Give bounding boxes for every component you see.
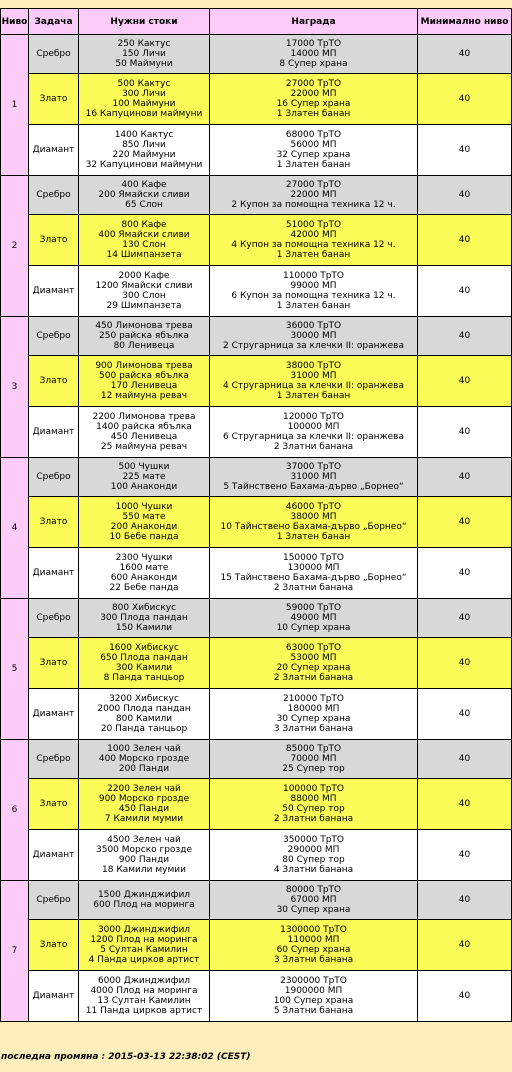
reward-line: 38000 ТрТО [285, 361, 342, 371]
goods-line: 400 Кафе [121, 180, 167, 190]
reward-line: 85000 ТрТО [285, 744, 342, 754]
reward-line: 59000 ТрТО [285, 603, 342, 613]
min-level-cell: 40 [418, 497, 512, 548]
min-level-cell: 40 [418, 215, 512, 266]
level-cell: 1 [1, 35, 29, 176]
reward-line: 56000 МП [290, 140, 337, 150]
goods-line: 450 Панди [118, 804, 170, 814]
goods-line: 300 Камили [115, 663, 173, 673]
reward-line: 1 Златен банан [276, 532, 351, 542]
reward-line: 27000 ТрТО [285, 79, 342, 89]
task-cell: Злато [29, 215, 79, 266]
goods-line: 7 Камили мумии [104, 814, 184, 824]
goods-line: 80 Ленивеца [113, 341, 175, 351]
reward-line: 46000 ТрТО [285, 502, 342, 512]
goods-line: 1500 Джинджифил [97, 890, 191, 900]
reward-cell [210, 830, 418, 881]
reward-cell [210, 638, 418, 689]
level-cell: 5 [1, 599, 29, 740]
goods-line: 18 Камили мумии [102, 865, 186, 875]
goods-line: 1400 Кактус [114, 130, 174, 140]
task-cell: Злато [29, 779, 79, 830]
goods-line: 3500 Морско грозде [96, 845, 192, 855]
goods-line: 300 Плода пандан [100, 613, 188, 623]
goods-line: 8 Панда танцьор [103, 673, 185, 683]
reward-line: 16 Супер храна [276, 99, 351, 109]
reward-cell [210, 35, 418, 74]
goods-line: 800 Кафе [121, 220, 167, 230]
task-cell: Сребро [29, 599, 79, 638]
min-level-cell: 40 [418, 458, 512, 497]
table-row [1, 35, 512, 74]
goods-line: 300 Личи [122, 89, 166, 99]
reward-line: 3 Златни банана [273, 955, 354, 965]
goods-line: 650 Плода пандан [100, 653, 188, 663]
reward-line: 130000 МП [287, 563, 340, 573]
table-row [1, 689, 512, 740]
reward-line: 2 Купон за помощна техника 12 ч. [231, 200, 396, 210]
goods-cell [79, 176, 210, 215]
goods-line: 550 мате [122, 512, 166, 522]
table-row [1, 458, 512, 497]
table-row [1, 740, 512, 779]
goods-cell [79, 407, 210, 458]
reward-line: 110000 ТрТО [282, 271, 344, 281]
goods-line: 200 Панди [118, 764, 170, 774]
goods-line: 2000 Плода пандан [97, 704, 191, 714]
goods-line: 65 Слон [125, 200, 163, 210]
table-row [1, 74, 512, 125]
reward-line: 6 Купон за помощна техника 12 ч. [231, 291, 396, 301]
level-cell: 7 [1, 881, 29, 1022]
table-row [1, 176, 512, 215]
table-row [1, 317, 512, 356]
reward-line: 5 Тайнствено Бахама-дърво „Борнео“ [223, 482, 404, 492]
goods-line: 450 Лимонова трева [95, 321, 193, 331]
goods-line: 600 Анаконди [110, 573, 178, 583]
reward-line: 1300000 ТрТО [280, 925, 347, 935]
table-row [1, 215, 512, 266]
reward-line: 27000 ТрТО [285, 180, 342, 190]
goods-cell [79, 356, 210, 407]
reward-line: 14000 МП [290, 49, 337, 59]
reward-line: 88000 МП [290, 794, 337, 804]
goods-line: 3200 Хибискус [109, 694, 179, 704]
reward-line: 70000 МП [290, 754, 337, 764]
goods-cell [79, 920, 210, 971]
level-cell: 3 [1, 317, 29, 458]
table-row [1, 920, 512, 971]
reward-line: 51000 ТрТО [285, 220, 342, 230]
goods-cell [79, 689, 210, 740]
reward-line: 17000 ТрТО [285, 39, 342, 49]
task-cell: Злато [29, 638, 79, 689]
goods-line: 10 Бебе панда [109, 532, 179, 542]
reward-line: 63000 ТрТО [285, 643, 342, 653]
goods-line: 200 Ямайски сливи [98, 190, 190, 200]
goods-line: 220 Маймуни [112, 150, 176, 160]
header-min-level: Минимално ниво [418, 9, 512, 35]
goods-line: 12 маймуна ревач [100, 391, 188, 401]
reward-line: 42000 МП [290, 230, 337, 240]
goods-line: 1600 Хибискус [109, 643, 179, 653]
min-level-cell: 40 [418, 176, 512, 215]
goods-cell [79, 215, 210, 266]
reward-line: 2 Златни банана [273, 814, 354, 824]
reward-line: 30 Супер храна [276, 714, 351, 724]
reward-line: 20 Супер храна [276, 663, 351, 673]
reward-cell [210, 458, 418, 497]
reward-line: 4 Златни банана [273, 865, 354, 875]
reward-line: 350000 ТрТО [282, 835, 344, 845]
reward-line: 120000 ТрТО [282, 412, 344, 422]
reward-line: 100000 МП [287, 422, 340, 432]
reward-line: 32 Супер храна [276, 150, 351, 160]
goods-line: 1400 райска ябълка [96, 422, 192, 432]
goods-cell [79, 779, 210, 830]
reward-cell [210, 881, 418, 920]
task-cell: Диамант [29, 689, 79, 740]
task-cell: Сребро [29, 35, 79, 74]
reward-line: 30000 МП [290, 331, 337, 341]
reward-line: 1 Златен банан [276, 109, 351, 119]
goods-line: 250 Кактус [117, 39, 171, 49]
header-level: Ниво [1, 9, 29, 35]
reward-line: 4 Купон за помощна техника 12 ч. [231, 240, 396, 250]
goods-line: 4000 Плод на моринга [90, 986, 198, 996]
level-cell: 6 [1, 740, 29, 881]
header-task: Задача [29, 9, 79, 35]
goods-line: 450 Ленивеца [110, 432, 178, 442]
reward-line: 1 Златен банан [276, 391, 351, 401]
goods-line: 1200 Ямайски сливи [95, 281, 193, 291]
goods-line: 32 Капуцинови маймуни [85, 160, 203, 170]
goods-line: 29 Шимпанзета [106, 301, 182, 311]
reward-line: 180000 МП [287, 704, 340, 714]
reward-line: 50 Супер тор [282, 804, 345, 814]
goods-line: 850 Личи [122, 140, 166, 150]
goods-line: 500 Чушки [118, 462, 170, 472]
reward-line: 2 Златни банана [273, 442, 354, 452]
min-level-cell: 40 [418, 881, 512, 920]
reward-cell [210, 689, 418, 740]
min-level-cell: 40 [418, 35, 512, 74]
table-row [1, 881, 512, 920]
reward-cell [210, 176, 418, 215]
table-row [1, 599, 512, 638]
reward-line: 60 Супер храна [276, 945, 351, 955]
goods-line: 50 Маймуни [115, 59, 173, 69]
table-row [1, 266, 512, 317]
reward-cell [210, 779, 418, 830]
reward-line: 150000 ТрТО [282, 553, 344, 563]
goods-line: 1200 Плод на моринга [90, 935, 198, 945]
min-level-cell: 40 [418, 971, 512, 1022]
table-row [1, 497, 512, 548]
goods-line: 400 Ямайски сливи [98, 230, 190, 240]
goods-line: 800 Камили [115, 714, 173, 724]
reward-line: 22000 МП [290, 190, 337, 200]
reward-line: 100000 ТрТО [282, 784, 344, 794]
task-cell: Злато [29, 356, 79, 407]
reward-line: 31000 МП [290, 472, 337, 482]
goods-cell [79, 317, 210, 356]
goods-line: 300 Слон [122, 291, 166, 301]
min-level-cell: 40 [418, 125, 512, 176]
goods-cell [79, 881, 210, 920]
min-level-cell: 40 [418, 266, 512, 317]
reward-cell [210, 125, 418, 176]
goods-line: 500 райска ябълка [99, 371, 189, 381]
goods-line: 2000 Кафе [118, 271, 170, 281]
reward-line: 290000 МП [287, 845, 340, 855]
reward-line: 53000 МП [290, 653, 337, 663]
goods-line: 4500 Зелен чай [107, 835, 181, 845]
reward-cell [210, 920, 418, 971]
goods-line: 2200 Лимонова трева [92, 412, 196, 422]
reward-line: 10 Супер храна [276, 623, 351, 633]
table-row [1, 830, 512, 881]
goods-line: 900 Лимонова трева [95, 361, 193, 371]
goods-cell [79, 971, 210, 1022]
table-row [1, 356, 512, 407]
table-row [1, 125, 512, 176]
task-cell: Сребро [29, 317, 79, 356]
reward-cell [210, 407, 418, 458]
reward-cell [210, 74, 418, 125]
reward-line: 37000 ТрТО [285, 462, 342, 472]
goods-line: 500 Кактус [117, 79, 171, 89]
goods-cell [79, 125, 210, 176]
goods-cell [79, 497, 210, 548]
goods-line: 3000 Джинджифил [97, 925, 191, 935]
goods-line: 6000 Джинджифил [97, 976, 191, 986]
reward-line: 38000 МП [290, 512, 337, 522]
min-level-cell: 40 [418, 356, 512, 407]
level-cell: 4 [1, 458, 29, 599]
reward-line: 4 Стругарница за клечки II: оранжева [223, 381, 404, 391]
min-level-cell: 40 [418, 830, 512, 881]
reward-cell [210, 740, 418, 779]
goods-line: 1000 Зелен чай [107, 744, 181, 754]
goods-line: 1600 мате [119, 563, 169, 573]
task-cell: Диамант [29, 548, 79, 599]
goods-line: 13 Султан Камилин [97, 996, 191, 1006]
reward-cell [210, 599, 418, 638]
reward-line: 210000 ТрТО [282, 694, 344, 704]
goods-cell [79, 548, 210, 599]
task-cell: Диамант [29, 407, 79, 458]
goods-line: 1000 Чушки [115, 502, 173, 512]
goods-line: 25 маймуна ревач [100, 442, 188, 452]
reward-line: 3 Златни банана [273, 724, 354, 734]
reward-line: 5 Златни банана [273, 1006, 354, 1016]
reward-line: 2300000 ТрТО [280, 976, 347, 986]
goods-line: 225 мате [122, 472, 166, 482]
goods-cell [79, 35, 210, 74]
reward-cell [210, 971, 418, 1022]
task-cell: Сребро [29, 881, 79, 920]
goods-line: 200 Анаконди [110, 522, 178, 532]
goods-line: 20 Панда танцьор [100, 724, 188, 734]
reward-line: 68000 ТрТО [285, 130, 342, 140]
table-row [1, 407, 512, 458]
reward-line: 31000 МП [290, 371, 337, 381]
task-cell: Злато [29, 74, 79, 125]
table-row [1, 548, 512, 599]
goods-cell [79, 830, 210, 881]
task-cell: Сребро [29, 176, 79, 215]
reward-line: 80 Супер тор [282, 855, 345, 865]
reward-line: 8 Супер храна [279, 59, 348, 69]
goods-line: 14 Шимпанзета [106, 250, 182, 260]
reward-cell [210, 356, 418, 407]
reward-cell [210, 497, 418, 548]
goods-line: 2300 Чушки [115, 553, 173, 563]
table-row [1, 779, 512, 830]
header-reward: Награда [210, 9, 418, 35]
goods-line: 250 райска ябълка [99, 331, 189, 341]
goods-line: 130 Слон [122, 240, 166, 250]
reward-line: 22000 МП [290, 89, 337, 99]
min-level-cell: 40 [418, 740, 512, 779]
reward-line: 36000 ТрТО [285, 321, 342, 331]
task-cell: Злато [29, 497, 79, 548]
last-modified-text: последна промяна : 2015-03-13 22:38:02 (CEST) [1, 1052, 251, 1062]
task-cell: Диамант [29, 266, 79, 317]
reward-line: 2 Стругарница за клечки II: оранжева [223, 341, 404, 351]
reward-line: 1 Златен банан [276, 250, 351, 260]
reward-line: 1900000 МП [284, 986, 343, 996]
table-row [1, 638, 512, 689]
goods-line: 400 Морско грозде [98, 754, 190, 764]
min-level-cell: 40 [418, 779, 512, 830]
goods-cell [79, 74, 210, 125]
min-level-cell: 40 [418, 920, 512, 971]
goods-line: 800 Хибискус [111, 603, 177, 613]
reward-line: 110000 МП [287, 935, 340, 945]
reward-line: 30 Супер храна [276, 905, 351, 915]
min-level-cell: 40 [418, 74, 512, 125]
reward-line: 15 Тайнствено Бахама-дърво „Борнео“ [220, 573, 407, 583]
reward-cell [210, 317, 418, 356]
task-cell: Диамант [29, 125, 79, 176]
rewards-table [0, 8, 512, 1022]
reward-line: 2 Златни банана [273, 673, 354, 683]
goods-line: 600 Плод на моринга [93, 900, 195, 910]
reward-line: 80000 ТрТО [285, 885, 342, 895]
task-cell: Сребро [29, 740, 79, 779]
goods-line: 170 Ленивеца [110, 381, 178, 391]
table-body [1, 35, 512, 1022]
reward-line: 100 Супер храна [273, 996, 354, 1006]
goods-cell [79, 740, 210, 779]
goods-cell [79, 638, 210, 689]
goods-line: 900 Морско грозде [98, 794, 190, 804]
min-level-cell: 40 [418, 407, 512, 458]
task-cell: Сребро [29, 458, 79, 497]
goods-line: 900 Панди [118, 855, 170, 865]
reward-line: 99000 МП [290, 281, 337, 291]
reward-line: 6 Стругарница за клечки II: оранжева [223, 432, 404, 442]
goods-cell [79, 266, 210, 317]
min-level-cell: 40 [418, 548, 512, 599]
reward-line: 1 Златен банан [276, 160, 351, 170]
level-cell: 2 [1, 176, 29, 317]
reward-line: 10 Тайнствено Бахама-дърво „Борнео“ [220, 522, 407, 532]
reward-line: 49000 МП [290, 613, 337, 623]
reward-line: 2 Златни банана [273, 583, 354, 593]
goods-line: 100 Анаконди [110, 482, 178, 492]
table-row [1, 971, 512, 1022]
min-level-cell: 40 [418, 638, 512, 689]
reward-line: 1 Златен банан [276, 301, 351, 311]
goods-cell [79, 458, 210, 497]
min-level-cell: 40 [418, 599, 512, 638]
goods-line: 150 Камили [115, 623, 173, 633]
min-level-cell: 40 [418, 689, 512, 740]
task-cell: Диамант [29, 971, 79, 1022]
reward-line: 25 Супер тор [282, 764, 345, 774]
reward-cell [210, 215, 418, 266]
goods-line: 2200 Зелен чай [107, 784, 181, 794]
goods-line: 150 Личи [122, 49, 166, 59]
goods-line: 11 Панда цирков артист [85, 1006, 203, 1016]
goods-line: 5 Султан Камилин [100, 945, 188, 955]
reward-line: 67000 МП [290, 895, 337, 905]
goods-cell [79, 599, 210, 638]
min-level-cell: 40 [418, 317, 512, 356]
task-cell: Диамант [29, 830, 79, 881]
reward-cell [210, 266, 418, 317]
goods-line: 22 Бебе панда [109, 583, 179, 593]
header-row [1, 9, 512, 35]
goods-line: 16 Капуцинови маймуни [85, 109, 203, 119]
reward-cell [210, 548, 418, 599]
task-cell: Злато [29, 920, 79, 971]
header-goods: Нужни стоки [79, 9, 210, 35]
goods-line: 100 Маймуни [112, 99, 176, 109]
goods-line: 4 Панда цирков артист [88, 955, 200, 965]
